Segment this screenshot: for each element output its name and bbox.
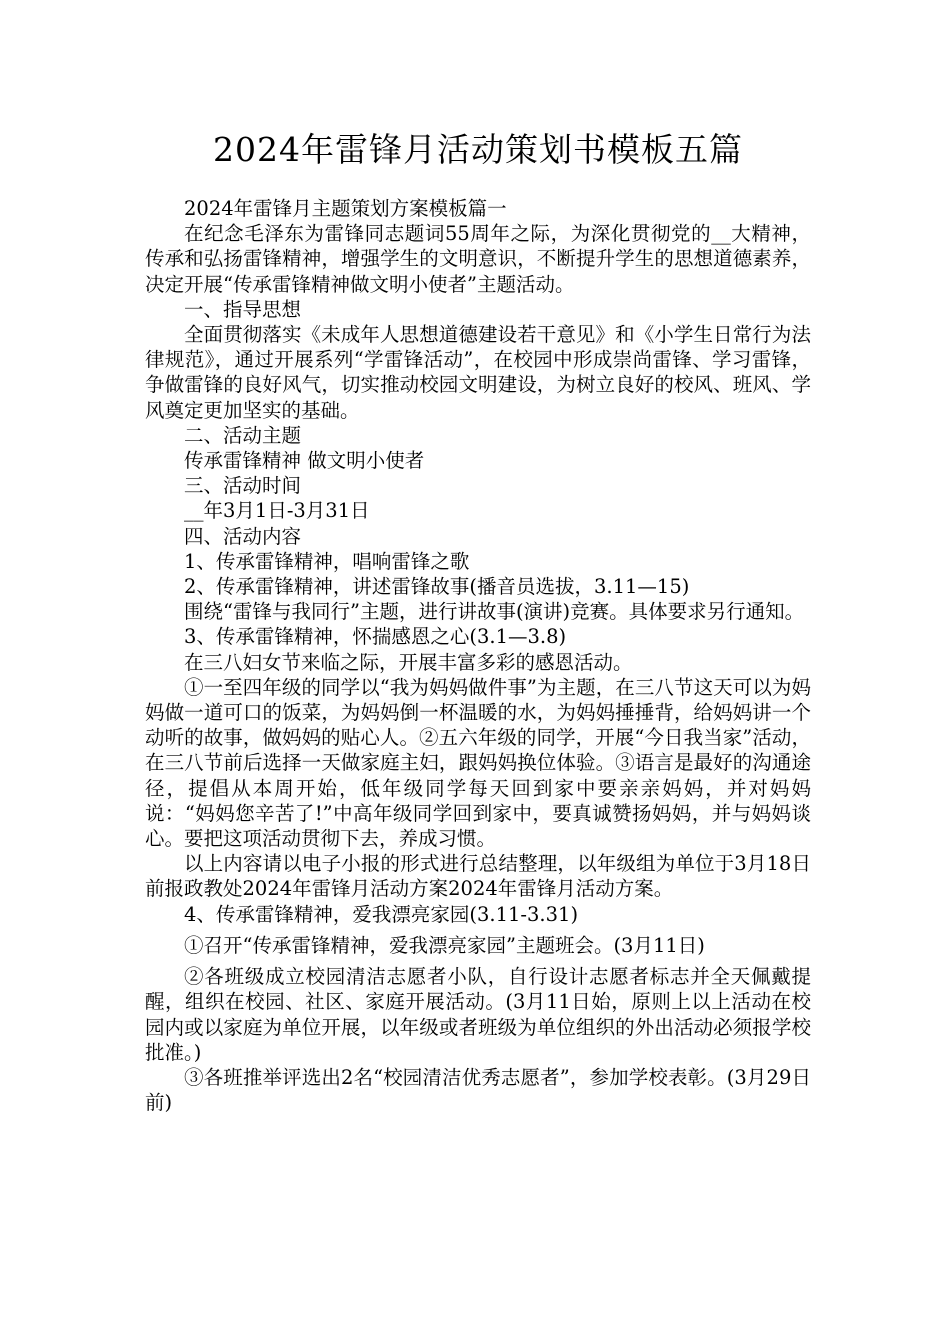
activity-time-text: __年3月1日-3月31日 [184, 499, 370, 523]
content-item-3-summary: 以上内容请以电子小报的形式进行总结整理，以年级组为单位于3月18日前报政教处2024年雷锋月活动方案2024年雷锋月活动方案。 [145, 852, 811, 901]
heading-guiding-ideology: 一、指导思想 [184, 297, 302, 321]
content-item-2: 2、传承雷锋精神，讲述雷锋故事(播音员选拔，3.11—15) [184, 575, 690, 599]
content-item-4-point-3: ③各班推举评选出2名“校园清洁优秀志愿者”，参加学校表彰。(3月29日前) [145, 1065, 811, 1115]
content-item-4-point-1: ①召开“传承雷锋精神，爱我漂亮家园”主题班会。(3月11日) [184, 933, 705, 957]
section-subtitle: 2024年雷锋月主题策划方案模板篇一 [184, 197, 507, 220]
heading-activity-time: 三、活动时间 [184, 474, 302, 498]
activity-theme-text: 传承雷锋精神 做文明小使者 [184, 449, 425, 473]
content-item-4: 4、传承雷锋精神，爱我漂亮家园(3.11-3.31) [184, 902, 579, 926]
content-item-3-detail: ①一至四年级的同学以“我为妈妈做件事”为主题，在三八节这天可以为妈妈做一道可口的饭菜，为妈妈倒一杯温暖的水，为妈妈捶捶背，给妈妈讲一个动听的故事，做妈妈的贴心人。②五六年级的同学，开展“今日我当家”活动，在三八节前后选择一天做家庭主妇，跟妈妈换位体验。③语言是最好的沟通途径，提倡从本周开始，低年级同学每天回到家中要亲亲妈妈，并对妈妈说：“妈妈您辛苦了!”中高年级同学回到家中，要真诚赞扬妈妈，并与妈妈谈心。要把这项活动贯彻下去，养成习惯。 [145, 675, 811, 851]
intro-paragraph: 在纪念毛泽东为雷锋同志题词55周年之际，为深化贯彻党的__大精神，传承和弘扬雷锋精神，增强学生的文明意识，不断提升学生的思想道德素养，决定开展“传承雷锋精神做文明小使者”主题活动。 [145, 222, 811, 296]
document-title: 2024年雷锋月活动策划书模板五篇 [213, 130, 743, 169]
content-item-4-point-2: ②各班级成立校园清洁志愿者小队，自行设计志愿者标志并全天佩戴提醒，组织在校园、社区、家庭开展活动。(3月11日始，原则上以上活动在校园内或以家庭为单位开展，以年级或者班级为单位组织的外出活动必须报学校批准。) [145, 965, 811, 1064]
document-page [145, 128, 811, 1115]
guiding-ideology-paragraph: 全面贯彻落实《未成年人思想道德建设若干意见》和《小学生日常行为法律规范》，通过开展系列“学雷锋活动”，在校园中形成崇尚雷锋、学习雷锋，争做雷锋的良好风气，切实推动校园文明建设，为树立良好的校风、班风、学风奠定更加坚实的基础。 [145, 323, 811, 422]
content-item-3-intro: 在三八妇女节来临之际，开展丰富多彩的感恩活动。 [184, 650, 633, 674]
heading-activity-content: 四、活动内容 [184, 524, 302, 548]
content-item-3: 3、传承雷锋精神，怀揣感恩之心(3.1—3.8) [184, 625, 567, 649]
heading-activity-theme: 二、活动主题 [184, 423, 302, 447]
content-item-1: 1、传承雷锋精神，唱响雷锋之歌 [184, 549, 470, 573]
content-item-2-detail: 围绕“雷锋与我同行”主题，进行讲故事(演讲)竞赛。具体要求另行通知。 [184, 600, 805, 624]
